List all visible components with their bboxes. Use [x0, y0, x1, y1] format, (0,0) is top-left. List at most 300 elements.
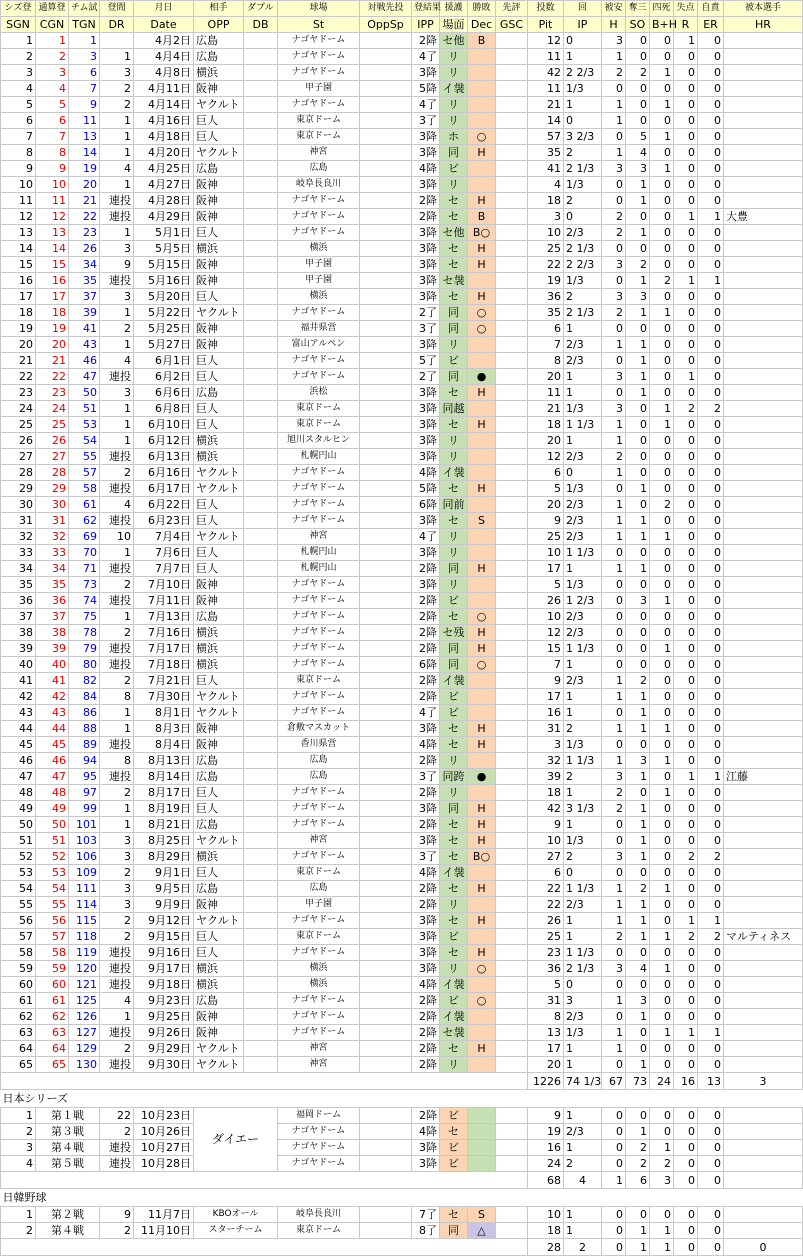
- cell: 20: [1, 337, 36, 353]
- js-total-pit: 68: [528, 1172, 564, 1189]
- cell: 37: [1, 609, 36, 625]
- cell: [724, 1108, 803, 1124]
- cell: [468, 337, 496, 353]
- cell: 1: [626, 177, 650, 193]
- cell: ヤクルト: [194, 1041, 244, 1057]
- cell: セ: [440, 417, 468, 433]
- cell: 1 1/3: [564, 417, 602, 433]
- cell: 32: [36, 529, 69, 545]
- cell: 3降: [412, 945, 440, 961]
- table-row: [1, 161, 803, 177]
- cell: 2 1/3: [564, 305, 602, 321]
- cell: 29: [36, 481, 69, 497]
- cell: [496, 81, 528, 97]
- cell: H: [468, 145, 496, 161]
- table-row: [1, 529, 803, 545]
- cell: H: [468, 257, 496, 273]
- cell: [360, 769, 412, 785]
- table-row: [1, 1156, 803, 1172]
- cell: 神宮: [278, 833, 360, 849]
- cell: [496, 529, 528, 545]
- cell: 1/3: [564, 81, 602, 97]
- cell: [244, 449, 278, 465]
- table-row: [1, 1025, 803, 1041]
- cell: 54: [1, 881, 36, 897]
- cell: [468, 465, 496, 481]
- cell: 2: [1, 1124, 36, 1140]
- cell: 広島: [194, 993, 244, 1009]
- cell: 4月28日: [134, 193, 194, 209]
- cell: 42: [528, 801, 564, 817]
- cell: 10月26日: [134, 1124, 194, 1140]
- cell: 1: [626, 385, 650, 401]
- cell: [468, 673, 496, 689]
- cell: 広島: [194, 881, 244, 897]
- cell: 0: [564, 977, 602, 993]
- cell: 14: [69, 145, 100, 161]
- cell: [244, 129, 278, 145]
- cell: [360, 881, 412, 897]
- cell: 58: [69, 481, 100, 497]
- cell: 1: [100, 305, 134, 321]
- cell: 1: [602, 753, 626, 769]
- cell: [468, 161, 496, 177]
- cell: 2 2/3: [564, 65, 602, 81]
- ks-total-pit: 28: [528, 1239, 564, 1256]
- cell: 0: [674, 753, 698, 769]
- cell: 25: [528, 929, 564, 945]
- cell: 125: [69, 993, 100, 1009]
- cell: 0: [626, 577, 650, 593]
- cell: 14: [36, 241, 69, 257]
- total-ip: 74 1/3: [564, 1073, 602, 1090]
- cell: 巨人: [194, 497, 244, 513]
- cell: 70: [69, 545, 100, 561]
- cell: [360, 913, 412, 929]
- cell: 0: [564, 33, 602, 49]
- table-row: [1, 609, 803, 625]
- cell: 20: [69, 177, 100, 193]
- cell: 1: [602, 1041, 626, 1057]
- cell: ヤクルト: [194, 529, 244, 545]
- cell: ヤクルト: [194, 1057, 244, 1073]
- table-row: [1, 545, 803, 561]
- cell: 2降: [412, 1108, 440, 1124]
- cell: [724, 321, 803, 337]
- cell: 118: [69, 929, 100, 945]
- cell: 2: [100, 577, 134, 593]
- cell: 46: [1, 753, 36, 769]
- cell: 3降: [412, 385, 440, 401]
- cell: 0: [698, 993, 724, 1009]
- table-row: [1, 273, 803, 289]
- cell: 0: [674, 865, 698, 881]
- cell: 57: [528, 129, 564, 145]
- cell: 1: [650, 97, 674, 113]
- cell: 35: [1, 577, 36, 593]
- cell: 3: [602, 769, 626, 785]
- cell: 同跨: [440, 769, 468, 785]
- cell: 0: [674, 1009, 698, 1025]
- cell: 0: [674, 481, 698, 497]
- cell: 3: [1, 65, 36, 81]
- cell: [244, 81, 278, 97]
- cell: [244, 561, 278, 577]
- cell: 1: [602, 113, 626, 129]
- cell: 8月1日: [134, 705, 194, 721]
- cell: 26: [36, 433, 69, 449]
- cell: 甲子園: [278, 273, 360, 289]
- cell: 4了: [412, 49, 440, 65]
- cell: 0: [650, 913, 674, 929]
- cell: 3降: [412, 1156, 440, 1172]
- cell: 阪神: [194, 321, 244, 337]
- cell: 1: [564, 817, 602, 833]
- cell: [496, 321, 528, 337]
- table-row: [1, 289, 803, 305]
- cell: 8: [528, 353, 564, 369]
- cell: 0: [650, 609, 674, 625]
- cell: 17: [528, 689, 564, 705]
- cell: 1: [602, 913, 626, 929]
- cell: 0: [698, 81, 724, 97]
- cell: 0: [698, 1207, 724, 1223]
- cell: 10: [1, 177, 36, 193]
- cell: [496, 433, 528, 449]
- cell: 48: [1, 785, 36, 801]
- cell: 1: [674, 913, 698, 929]
- cell: 5月16日: [134, 273, 194, 289]
- cell: 連投: [100, 945, 134, 961]
- cell: 1: [100, 337, 134, 353]
- total-er: 13: [698, 1073, 724, 1090]
- cell: 0: [602, 1009, 626, 1025]
- cell: 阪神: [194, 257, 244, 273]
- cell: 東京ドーム: [278, 865, 360, 881]
- cell: 6月6日: [134, 385, 194, 401]
- cell: [244, 993, 278, 1009]
- cell: 8: [528, 1009, 564, 1025]
- cell: 57: [1, 929, 36, 945]
- table-row: [1, 817, 803, 833]
- table-row: [1, 321, 803, 337]
- cell: 1: [626, 529, 650, 545]
- cell: [244, 769, 278, 785]
- cell: 43: [1, 705, 36, 721]
- cell: 0: [650, 209, 674, 225]
- cell: [496, 945, 528, 961]
- cell: 4: [626, 961, 650, 977]
- cell: [724, 1124, 803, 1140]
- cell: 7月13日: [134, 609, 194, 625]
- cell: 8月14日: [134, 769, 194, 785]
- cell: 4: [100, 161, 134, 177]
- cell: 2/3: [564, 897, 602, 913]
- cell: [360, 353, 412, 369]
- cell: [360, 785, 412, 801]
- cell: 1: [626, 721, 650, 737]
- cell: 0: [674, 561, 698, 577]
- cell: 同: [440, 305, 468, 321]
- header-cell: 回: [564, 1, 602, 17]
- cell: [724, 65, 803, 81]
- cell: 1: [650, 961, 674, 977]
- cell: 14: [1, 241, 36, 257]
- cell: [724, 817, 803, 833]
- cell: 0: [650, 849, 674, 865]
- cell: ビ: [440, 353, 468, 369]
- cell: ヤクルト: [194, 705, 244, 721]
- cell: 江藤: [724, 769, 803, 785]
- cell: 6降: [412, 657, 440, 673]
- cell: 0: [674, 593, 698, 609]
- cell: 1: [650, 305, 674, 321]
- cell: 54: [69, 433, 100, 449]
- cell: [360, 209, 412, 225]
- cell: [244, 609, 278, 625]
- cell: リ: [440, 545, 468, 561]
- cell: 2: [100, 465, 134, 481]
- cell: 2: [602, 785, 626, 801]
- cell: 3: [100, 289, 134, 305]
- cell: 0: [602, 593, 626, 609]
- cell: 24: [1, 401, 36, 417]
- cell: 巨人: [194, 513, 244, 529]
- cell: [724, 97, 803, 113]
- cell: 5降: [412, 81, 440, 97]
- cell: [496, 625, 528, 641]
- cell: 連投: [100, 561, 134, 577]
- cell: 1/3: [564, 737, 602, 753]
- cell: [496, 33, 528, 49]
- cell: [496, 209, 528, 225]
- cell: 0: [626, 433, 650, 449]
- cell: 121: [69, 977, 100, 993]
- cell: 2降: [412, 1041, 440, 1057]
- cell: 広島: [194, 769, 244, 785]
- cell: 2: [564, 721, 602, 737]
- header-cell: 通算登: [36, 1, 69, 17]
- cell: 9月12日: [134, 913, 194, 929]
- cell: 0: [674, 625, 698, 641]
- cell: [244, 241, 278, 257]
- cell: 1: [626, 833, 650, 849]
- cell: 11: [36, 193, 69, 209]
- cell: 4降: [412, 865, 440, 881]
- table-row: [1, 465, 803, 481]
- cell: [496, 481, 528, 497]
- cell: 45: [36, 737, 69, 753]
- cell: 0: [650, 481, 674, 497]
- cell: 1: [602, 433, 626, 449]
- header-cell: チム試: [69, 1, 100, 17]
- cell: 0: [698, 289, 724, 305]
- cell: [496, 97, 528, 113]
- cell: [360, 257, 412, 273]
- cell: 1: [564, 97, 602, 113]
- cell: H: [468, 625, 496, 641]
- cell: 2/3: [564, 225, 602, 241]
- cell: 8: [1, 145, 36, 161]
- header-cell: OppSp: [360, 17, 412, 33]
- cell: 1 1/3: [564, 753, 602, 769]
- cell: 61: [36, 993, 69, 1009]
- cell: 33: [1, 545, 36, 561]
- cell: ナゴヤドーム: [278, 993, 360, 1009]
- cell: H: [468, 881, 496, 897]
- cell: 1: [602, 97, 626, 113]
- cell: [496, 673, 528, 689]
- cell: イ袰: [440, 865, 468, 881]
- cell: 4月2日: [134, 33, 194, 49]
- cell: 第１戦: [36, 1108, 100, 1124]
- cell: [496, 241, 528, 257]
- table-row: [1, 961, 803, 977]
- cell: [360, 449, 412, 465]
- cell: 1: [100, 129, 134, 145]
- cell: 1: [602, 721, 626, 737]
- header-cell: DB: [244, 17, 278, 33]
- cell: 0: [674, 657, 698, 673]
- header-row-en: [1, 17, 803, 33]
- cell: [360, 289, 412, 305]
- cell: 0: [698, 241, 724, 257]
- cell: 69: [69, 529, 100, 545]
- cell: 巨人: [194, 129, 244, 145]
- cell: 0: [698, 865, 724, 881]
- cell: ヤクルト: [194, 481, 244, 497]
- cell: 2: [674, 849, 698, 865]
- cell: 1: [626, 1009, 650, 1025]
- cell: 0: [626, 321, 650, 337]
- cell: H: [468, 481, 496, 497]
- cell: 0: [626, 417, 650, 433]
- ks-total-h: 0: [602, 1239, 626, 1256]
- cell: 0: [602, 241, 626, 257]
- cell: 6: [69, 65, 100, 81]
- header-cell: TGN: [69, 17, 100, 33]
- cell: 0: [698, 1124, 724, 1140]
- cell: H: [468, 945, 496, 961]
- cell: 巨人: [194, 785, 244, 801]
- cell: ナゴヤドーム: [278, 369, 360, 385]
- cell: [244, 321, 278, 337]
- cell: 38: [1, 625, 36, 641]
- cell: 0: [674, 609, 698, 625]
- cell: 0: [650, 1108, 674, 1124]
- cell: セ: [440, 721, 468, 737]
- cell: 2: [100, 865, 134, 881]
- cell: 0: [650, 1041, 674, 1057]
- cell: [496, 833, 528, 849]
- cell: 3: [528, 209, 564, 225]
- header-cell: Dec: [468, 17, 496, 33]
- cell: [724, 81, 803, 97]
- cell: 3: [626, 289, 650, 305]
- cell: 1: [100, 545, 134, 561]
- cell: [724, 433, 803, 449]
- cell: 連投: [100, 769, 134, 785]
- cell: [496, 385, 528, 401]
- table-row: [1, 1207, 803, 1223]
- cell: [724, 673, 803, 689]
- cell: [360, 545, 412, 561]
- cell: 7: [69, 81, 100, 97]
- cell: リ: [440, 433, 468, 449]
- cell: [724, 465, 803, 481]
- cell: 6月12日: [134, 433, 194, 449]
- cell: [244, 737, 278, 753]
- cell: 12: [528, 33, 564, 49]
- cell: 0: [674, 241, 698, 257]
- cell: 23: [69, 225, 100, 241]
- cell: 0: [698, 417, 724, 433]
- cell: 0: [698, 177, 724, 193]
- cell: [360, 1108, 412, 1124]
- cell: 0: [650, 145, 674, 161]
- cell: [724, 849, 803, 865]
- cell: [360, 401, 412, 417]
- cell: 0: [674, 641, 698, 657]
- cell: 0: [674, 337, 698, 353]
- cell: 56: [1, 913, 36, 929]
- cell: 1: [100, 417, 134, 433]
- cell: [724, 721, 803, 737]
- cell: [360, 241, 412, 257]
- cell: [496, 849, 528, 865]
- cell: 阪神: [194, 897, 244, 913]
- cell: 0: [650, 449, 674, 465]
- table-row: [1, 1140, 803, 1156]
- cell: 111: [69, 881, 100, 897]
- cell: [724, 897, 803, 913]
- cell: [496, 801, 528, 817]
- cell: 51: [1, 833, 36, 849]
- cell: [496, 1223, 528, 1239]
- cell: [496, 1041, 528, 1057]
- cell: 36: [36, 593, 69, 609]
- cell: 3降: [412, 145, 440, 161]
- cell: 10月27日: [134, 1140, 194, 1156]
- cell: 4月14日: [134, 97, 194, 113]
- cell: 0: [650, 865, 674, 881]
- header-row-jp: [1, 1, 803, 17]
- cell: セ: [440, 1124, 468, 1140]
- table-row: [1, 177, 803, 193]
- cell: [244, 289, 278, 305]
- cell: セ: [440, 513, 468, 529]
- cell: 3降: [412, 241, 440, 257]
- cell: 3 2/3: [564, 129, 602, 145]
- cell: [496, 561, 528, 577]
- cell: 0: [650, 321, 674, 337]
- cell: [360, 1207, 412, 1223]
- cell: ナゴヤドーム: [278, 1156, 360, 1172]
- cell: [496, 705, 528, 721]
- header-cell: DR: [100, 17, 134, 33]
- cell: 44: [1, 721, 36, 737]
- cell: 1 1/3: [564, 881, 602, 897]
- cell: [724, 225, 803, 241]
- cell: 0: [674, 545, 698, 561]
- cell: H: [468, 833, 496, 849]
- cell: 1/3: [564, 481, 602, 497]
- cell: [244, 497, 278, 513]
- opponent-cell: ダイエー: [194, 1108, 278, 1172]
- cell: 0: [698, 961, 724, 977]
- table-row: [1, 385, 803, 401]
- cell: 東京ドーム: [278, 417, 360, 433]
